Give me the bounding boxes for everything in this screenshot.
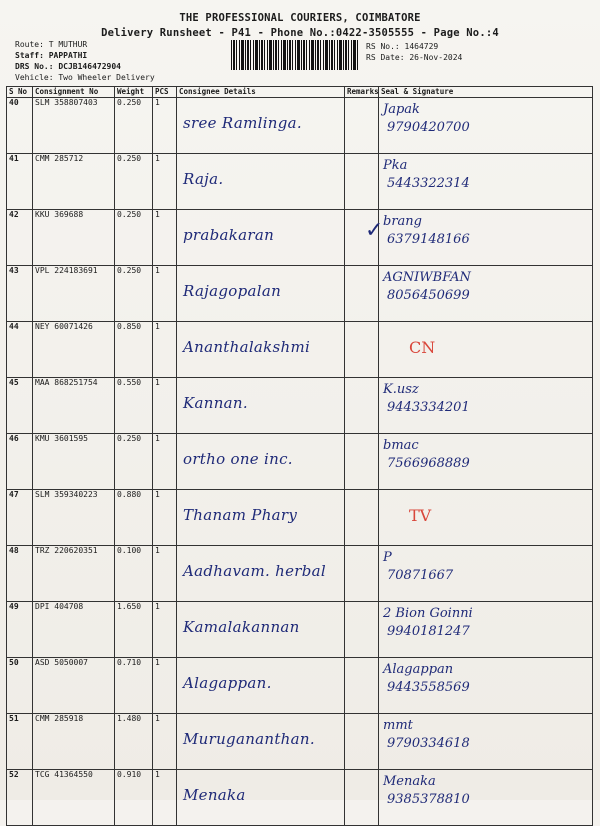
signature-handwritten: P bbox=[383, 550, 392, 565]
table-row bbox=[7, 210, 593, 266]
consignee-name-handwritten: Kannan. bbox=[183, 394, 248, 412]
pieces-count: 1 bbox=[153, 490, 177, 546]
consignee-name-handwritten: Thanam Phary bbox=[183, 506, 298, 524]
consignee-name-handwritten: ortho one inc. bbox=[183, 450, 293, 468]
pieces-count: 1 bbox=[153, 378, 177, 434]
col-sno: S No bbox=[7, 87, 33, 98]
table-row bbox=[7, 546, 593, 602]
pieces-count: 1 bbox=[153, 658, 177, 714]
pieces-count: 1 bbox=[153, 322, 177, 378]
consignee-name-handwritten: Ananthalakshmi bbox=[183, 338, 311, 356]
table-row bbox=[7, 434, 593, 490]
weight-value: 1.650 bbox=[115, 602, 153, 658]
serial-number: 44 bbox=[7, 322, 33, 378]
table-row bbox=[7, 714, 593, 770]
seal-signature-cell bbox=[379, 378, 593, 434]
consignment-number: NEY 60071426 bbox=[33, 322, 115, 378]
serial-number: 51 bbox=[7, 714, 33, 770]
weight-value: 0.250 bbox=[115, 266, 153, 322]
weight-value: 0.250 bbox=[115, 154, 153, 210]
red-status-mark: TV bbox=[409, 506, 432, 525]
runsheet-meta-left bbox=[15, 39, 155, 83]
consignee-name-handwritten: Alagappan. bbox=[183, 674, 272, 692]
consignee-cell bbox=[177, 490, 345, 546]
signature-handwritten: brang bbox=[383, 214, 422, 229]
consignee-name-handwritten: Menaka bbox=[183, 786, 246, 804]
barcode-image bbox=[231, 40, 359, 70]
signature-handwritten: Pka bbox=[383, 158, 408, 173]
serial-number: 52 bbox=[7, 770, 33, 826]
signature-handwritten: AGNIWBFAN bbox=[383, 270, 471, 285]
seal-signature-cell bbox=[379, 714, 593, 770]
serial-number: 40 bbox=[7, 98, 33, 154]
consignee-name-handwritten: Raja. bbox=[183, 170, 224, 188]
table-row bbox=[7, 490, 593, 546]
phone-handwritten: 70871667 bbox=[387, 568, 454, 583]
signature-handwritten: mmt bbox=[383, 718, 413, 733]
seal-signature-cell bbox=[379, 770, 593, 826]
runsheet-table bbox=[6, 86, 593, 826]
remarks-cell bbox=[345, 770, 379, 826]
table-row bbox=[7, 770, 593, 826]
remarks-cell bbox=[345, 490, 379, 546]
signature-handwritten: Alagappan bbox=[383, 662, 454, 677]
remarks-cell bbox=[345, 98, 379, 154]
weight-value: 0.250 bbox=[115, 434, 153, 490]
pieces-count: 1 bbox=[153, 770, 177, 826]
table-row bbox=[7, 378, 593, 434]
consignee-name-handwritten: Aadhavam. herbal bbox=[183, 562, 327, 580]
consignee-cell bbox=[177, 266, 345, 322]
pieces-count: 1 bbox=[153, 434, 177, 490]
serial-number: 50 bbox=[7, 658, 33, 714]
remarks-cell bbox=[345, 322, 379, 378]
remarks-cell bbox=[345, 434, 379, 490]
consignee-cell bbox=[177, 210, 345, 266]
pieces-count: 1 bbox=[153, 98, 177, 154]
weight-value: 0.880 bbox=[115, 490, 153, 546]
serial-number: 46 bbox=[7, 434, 33, 490]
seal-signature-cell bbox=[379, 154, 593, 210]
weight-value: 0.550 bbox=[115, 378, 153, 434]
consignee-cell bbox=[177, 434, 345, 490]
table-row bbox=[7, 602, 593, 658]
phone-handwritten: 9385378810 bbox=[387, 792, 470, 807]
phone-handwritten: 9443334201 bbox=[387, 400, 470, 415]
weight-value: 0.250 bbox=[115, 98, 153, 154]
phone-handwritten: 7566968889 bbox=[387, 456, 470, 471]
staff-label: Staff: PAPPATHI bbox=[15, 51, 88, 60]
consignment-number: CMM 285712 bbox=[33, 154, 115, 210]
signature-handwritten: Menaka bbox=[383, 774, 436, 789]
seal-signature-cell bbox=[379, 546, 593, 602]
consignment-number: ASD 5050007 bbox=[33, 658, 115, 714]
col-pcs: PCS bbox=[153, 87, 177, 98]
weight-value: 0.910 bbox=[115, 770, 153, 826]
weight-value: 0.250 bbox=[115, 210, 153, 266]
remarks-cell bbox=[345, 658, 379, 714]
table-row bbox=[7, 658, 593, 714]
consignee-name-handwritten: prabakaran bbox=[183, 226, 275, 244]
serial-number: 42 bbox=[7, 210, 33, 266]
consignment-number: TCG 41364550 bbox=[33, 770, 115, 826]
runsheet-meta-right bbox=[366, 41, 462, 63]
drs-number: DRS No.: DCJB146472904 bbox=[15, 62, 121, 71]
table-row bbox=[7, 266, 593, 322]
weight-value: 0.100 bbox=[115, 546, 153, 602]
serial-number: 45 bbox=[7, 378, 33, 434]
phone-handwritten: 9940181247 bbox=[387, 624, 470, 639]
checkmark-icon: ✓ bbox=[365, 218, 384, 243]
consignment-number: DPI 404708 bbox=[33, 602, 115, 658]
seal-signature-cell bbox=[379, 322, 593, 378]
col-weight: Weight bbox=[115, 87, 153, 98]
remarks-cell bbox=[345, 210, 384, 266]
seal-signature-cell bbox=[379, 210, 593, 266]
vehicle-label: Vehicle: Two Wheeler Delivery bbox=[15, 73, 155, 82]
consignee-cell bbox=[177, 770, 345, 826]
pieces-count: 1 bbox=[153, 546, 177, 602]
pieces-count: 1 bbox=[153, 154, 177, 210]
col-seal-signature: Seal & Signature bbox=[379, 87, 593, 98]
signature-handwritten: 2 Bion Goinni bbox=[383, 606, 473, 621]
consignment-number: VPL 224183691 bbox=[33, 266, 115, 322]
table-row bbox=[7, 154, 593, 210]
table-row bbox=[7, 322, 593, 378]
serial-number: 49 bbox=[7, 602, 33, 658]
consignment-number: KKU 369688 bbox=[33, 210, 115, 266]
route-label: Route: T MUTHUR bbox=[15, 40, 88, 49]
remarks-cell bbox=[345, 378, 379, 434]
col-consignee: Consignee Details bbox=[177, 87, 345, 98]
consignee-cell bbox=[177, 378, 345, 434]
consignee-cell bbox=[177, 714, 345, 770]
phone-handwritten: 9790334618 bbox=[387, 736, 470, 751]
consignee-cell bbox=[177, 322, 345, 378]
rs-date: RS Date: 26-Nov-2024 bbox=[366, 53, 463, 62]
serial-number: 48 bbox=[7, 546, 33, 602]
pieces-count: 1 bbox=[153, 210, 177, 266]
consignee-name-handwritten: Kamalakannan bbox=[183, 618, 300, 636]
rs-number: RS No.: 1464729 bbox=[366, 42, 439, 51]
consignment-number: MAA 868251754 bbox=[33, 378, 115, 434]
seal-signature-cell bbox=[379, 266, 593, 322]
phone-handwritten: 9790420700 bbox=[387, 120, 470, 135]
serial-number: 43 bbox=[7, 266, 33, 322]
signature-handwritten: bmac bbox=[383, 438, 419, 453]
pieces-count: 1 bbox=[153, 266, 177, 322]
remarks-cell bbox=[345, 714, 379, 770]
col-consignment: Consignment No bbox=[33, 87, 115, 98]
seal-signature-cell bbox=[379, 434, 593, 490]
serial-number: 41 bbox=[7, 154, 33, 210]
seal-signature-cell bbox=[379, 602, 593, 658]
serial-number: 47 bbox=[7, 490, 33, 546]
table-row bbox=[7, 98, 593, 154]
remarks-cell bbox=[345, 154, 379, 210]
consignee-cell bbox=[177, 546, 345, 602]
consignee-name-handwritten: Murugananthan. bbox=[183, 730, 315, 748]
consignment-number: SLM 359340223 bbox=[33, 490, 115, 546]
consignment-number: CMM 285918 bbox=[33, 714, 115, 770]
remarks-cell bbox=[345, 546, 379, 602]
consignment-number: SLM 358807403 bbox=[33, 98, 115, 154]
pieces-count: 1 bbox=[153, 602, 177, 658]
phone-handwritten: 9443558569 bbox=[387, 680, 470, 695]
signature-handwritten: Japak bbox=[383, 102, 420, 117]
consignment-number: TRZ 220620351 bbox=[33, 546, 115, 602]
red-status-mark: CN bbox=[409, 338, 436, 357]
consignee-name-handwritten: sree Ramlinga. bbox=[183, 114, 302, 132]
phone-handwritten: 5443322314 bbox=[387, 176, 470, 191]
table-header-row bbox=[7, 87, 593, 98]
phone-handwritten: 8056450699 bbox=[387, 288, 470, 303]
signature-handwritten: K.usz bbox=[383, 382, 419, 397]
remarks-cell bbox=[345, 602, 379, 658]
consignment-number: KMU 3601595 bbox=[33, 434, 115, 490]
weight-value: 1.480 bbox=[115, 714, 153, 770]
consignee-cell bbox=[177, 658, 345, 714]
pieces-count: 1 bbox=[153, 714, 177, 770]
consignee-cell bbox=[177, 98, 345, 154]
company-title: THE PROFESSIONAL COURIERS, COIMBATORE bbox=[179, 12, 421, 24]
seal-signature-cell bbox=[379, 98, 593, 154]
consignee-cell bbox=[177, 602, 345, 658]
phone-handwritten: 6379148166 bbox=[387, 232, 470, 247]
remarks-cell bbox=[345, 266, 379, 322]
consignee-cell bbox=[177, 154, 345, 210]
seal-signature-cell bbox=[379, 658, 593, 714]
weight-value: 0.710 bbox=[115, 658, 153, 714]
consignee-name-handwritten: Rajagopalan bbox=[183, 282, 282, 300]
runsheet-title: Delivery Runsheet - P41 - Phone No.:0422-3505555 - Page No.:4 bbox=[101, 27, 499, 39]
seal-signature-cell bbox=[379, 490, 593, 546]
weight-value: 0.850 bbox=[115, 322, 153, 378]
col-remarks: Remarks bbox=[345, 87, 379, 98]
